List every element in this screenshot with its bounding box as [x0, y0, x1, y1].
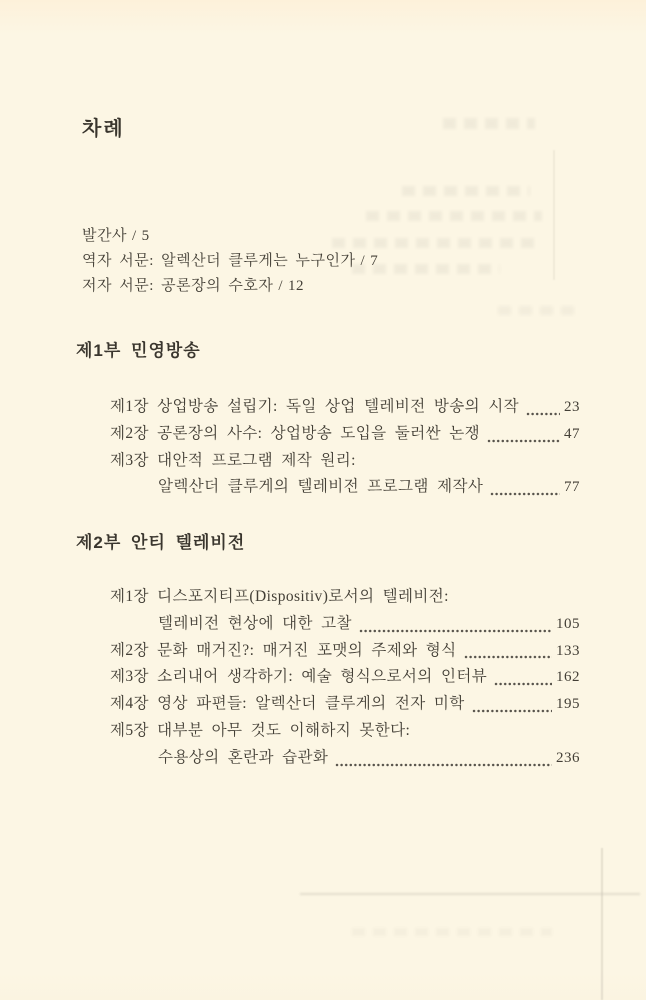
entry-label: 제5장 대부분 아무 것도 이해하지 못한다: — [110, 721, 411, 739]
page-number: 5 — [141, 228, 150, 244]
part-1-title: 제1부 민영방송 — [76, 341, 201, 360]
page-number: 105 — [556, 615, 580, 632]
front-matter-list — [82, 224, 378, 299]
entry-label: 제2장 문화 매거진?: 매거진 포맷의 주제와 형식 — [110, 641, 457, 659]
toc-entry — [110, 584, 580, 611]
page-number: 12 — [287, 278, 304, 294]
entry-label: 제2장 공론장의 사수: 상업방송 도입을 둘러싼 논쟁 — [110, 424, 480, 442]
entry-label: 역자 서문: 알렉산더 클루게는 누구인가 — [82, 253, 356, 269]
scan-line-artifact — [601, 848, 603, 1000]
page-number: 47 — [564, 425, 580, 442]
bleed-through-artifact — [352, 264, 500, 274]
toc-entry — [110, 691, 580, 718]
part-1-chapter-list — [110, 394, 580, 501]
bleed-through-artifact — [332, 238, 540, 248]
dot-leader — [487, 435, 560, 443]
separator: / — [131, 228, 137, 244]
bleed-through-artifact — [366, 211, 542, 221]
separator: / — [278, 278, 283, 294]
page-number: 133 — [556, 642, 580, 659]
bleed-through-artifact — [352, 928, 552, 936]
entry-label: 알렉산더 클루게의 텔레비전 프로그램 제작사 — [158, 478, 484, 496]
dot-leader — [472, 705, 552, 713]
toc-entry — [110, 448, 580, 475]
toc-entry — [110, 718, 580, 745]
page-number: 77 — [564, 479, 580, 496]
separator: / — [360, 253, 366, 269]
page-number: 7 — [370, 253, 379, 269]
dot-leader — [526, 408, 560, 416]
bleed-through-artifact — [402, 186, 530, 196]
dot-leader — [490, 488, 560, 496]
entry-label: 텔레비전 현상에 대한 고찰 — [158, 614, 352, 632]
toc-entry-continuation — [110, 474, 580, 501]
dot-leader — [494, 678, 552, 686]
front-matter-item — [82, 274, 378, 299]
part-2-title: 제2부 안티 텔레비전 — [76, 533, 246, 552]
entry-label: 수용상의 혼란과 습관화 — [158, 748, 329, 766]
toc-entry — [110, 394, 580, 421]
entry-label: 저자 서문: 공론장의 수호자 — [82, 278, 274, 294]
bleed-through-artifact — [443, 118, 535, 129]
toc-entry — [110, 638, 580, 665]
page-number: 23 — [564, 399, 580, 415]
entry-label: 제1장 디스포지티프(Dispositiv)로서의 텔레비전: — [110, 588, 449, 605]
entry-label: 제3장 소리내어 생각하기: 예술 형식으로서의 인터뷰 — [110, 668, 488, 686]
bleed-through-artifact — [498, 306, 578, 315]
front-matter-item — [82, 249, 378, 274]
toc-entry — [110, 664, 580, 691]
part-2-chapter-list — [110, 584, 580, 772]
entry-label: 제1장 상업방송 설립기: 독일 상업 텔레비전 방송의 시작 — [110, 398, 519, 415]
dot-leader — [464, 651, 552, 659]
dot-leader — [359, 625, 552, 633]
toc-entry-continuation — [110, 745, 580, 772]
page-number: 236 — [556, 749, 580, 766]
toc-entry-continuation — [110, 611, 580, 638]
scan-line-artifact — [300, 893, 640, 895]
dot-leader — [335, 759, 552, 767]
entry-label: 발간사 — [82, 228, 127, 244]
toc-entry — [110, 421, 580, 448]
entry-label: 제3장 대안적 프로그램 제작 원리: — [110, 451, 356, 469]
page-number: 162 — [556, 669, 580, 686]
entry-label: 제4장 영상 파편들: 알렉산더 클루게의 전자 미학 — [110, 695, 465, 713]
scan-line-artifact — [553, 150, 555, 280]
page-number: 195 — [556, 696, 580, 713]
page-title: 차례 — [82, 118, 125, 140]
